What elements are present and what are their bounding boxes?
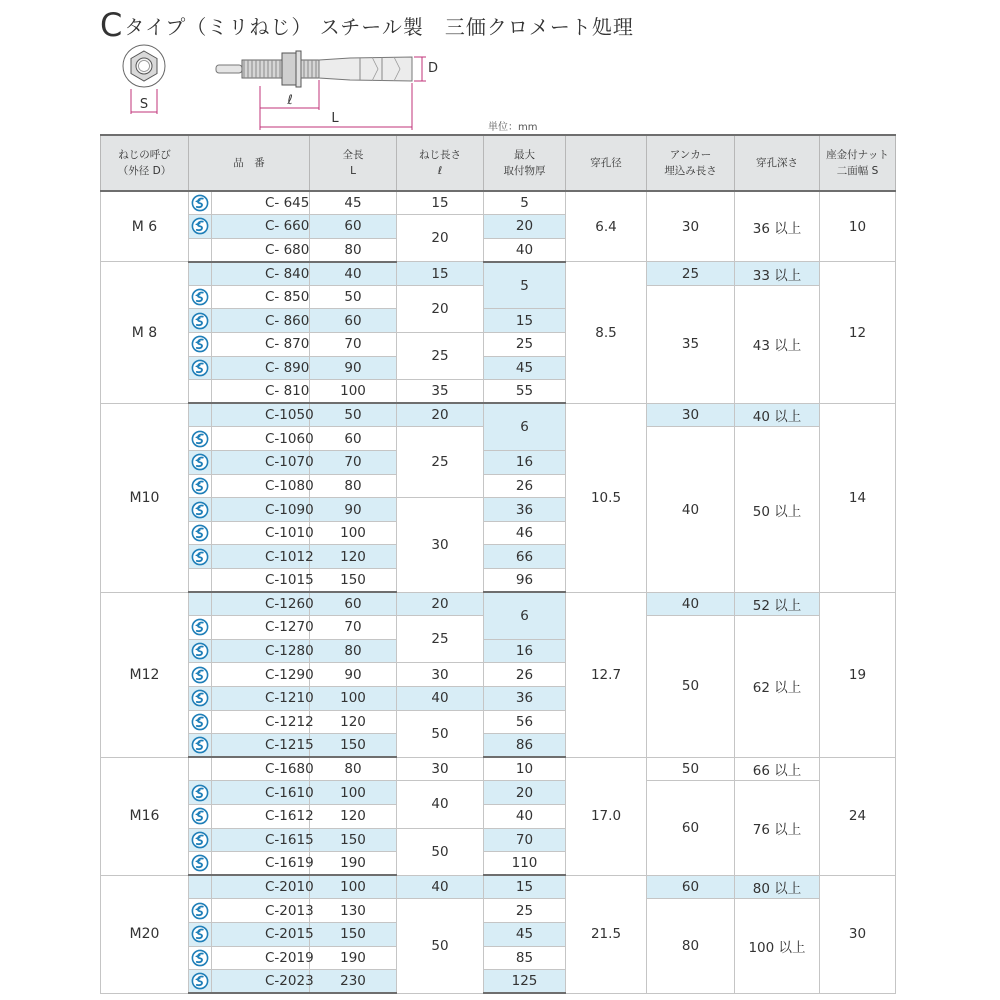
- icon-cell: [189, 498, 212, 522]
- header-nut-width: 座金付ナット 二面幅 S: [820, 135, 896, 191]
- stock-mark-svg: [191, 807, 209, 825]
- icon-cell: [189, 262, 212, 286]
- product-number: C-1070: [212, 451, 310, 475]
- drill-depth: 33 以上: [735, 262, 820, 286]
- hex-nut-front-view: [123, 45, 165, 87]
- icon-cell: [189, 639, 212, 663]
- total-length: 60: [310, 427, 397, 451]
- icon-cell: [189, 734, 212, 758]
- icon-cell: [189, 616, 212, 640]
- icon-cell: [189, 757, 212, 781]
- total-length: 45: [310, 191, 397, 215]
- total-length: 80: [310, 757, 397, 781]
- stock-mark-icon: [189, 666, 211, 684]
- thread-length: 20: [397, 403, 484, 427]
- max-thickness: 6: [484, 592, 566, 639]
- nut-width: 10: [820, 191, 896, 262]
- stock-mark-icon: [189, 902, 211, 920]
- total-length: 100: [310, 781, 397, 805]
- max-thickness: 66: [484, 545, 566, 569]
- product-number: C-1080: [212, 474, 310, 498]
- product-number: C-1210: [212, 686, 310, 710]
- thread-length: 20: [397, 592, 484, 616]
- size-cell: M12: [101, 592, 189, 757]
- total-length: 40: [310, 262, 397, 286]
- icon-cell: [189, 970, 212, 994]
- stock-mark-icon: [189, 335, 211, 353]
- total-length: 120: [310, 710, 397, 734]
- icon-cell: [189, 852, 212, 876]
- stock-mark-svg: [191, 713, 209, 731]
- max-thickness: 36: [484, 498, 566, 522]
- max-thickness: 5: [484, 191, 566, 215]
- total-length: 190: [310, 946, 397, 970]
- nut-width: 12: [820, 262, 896, 404]
- icon-cell: [189, 828, 212, 852]
- stock-mark-svg: [191, 831, 209, 849]
- title-letter: C: [100, 6, 123, 44]
- product-number: C-1015: [212, 569, 310, 593]
- max-thickness: 85: [484, 946, 566, 970]
- icon-cell: [189, 356, 212, 380]
- stock-mark-svg: [191, 972, 209, 990]
- max-thickness: 25: [484, 899, 566, 923]
- total-length: 70: [310, 333, 397, 357]
- icon-cell: [189, 545, 212, 569]
- icon-cell: [189, 238, 212, 262]
- icon-cell: [189, 451, 212, 475]
- stock-mark-icon: [189, 501, 211, 519]
- stock-mark-svg: [191, 453, 209, 471]
- product-number: C-1290: [212, 663, 310, 687]
- max-thickness: 56: [484, 710, 566, 734]
- stock-mark-icon: [189, 618, 211, 636]
- product-number: C-1215: [212, 734, 310, 758]
- icon-cell: [189, 946, 212, 970]
- header-max-thickness: 最大 取付物厚: [484, 135, 566, 191]
- stock-mark-icon: [189, 312, 211, 330]
- label-l-small: ℓ: [287, 93, 293, 108]
- product-number: C-1012: [212, 545, 310, 569]
- icon-cell: [189, 569, 212, 593]
- stock-mark-svg: [191, 359, 209, 377]
- unit-note: 単位：mm: [488, 122, 538, 133]
- product-number: C-1010: [212, 521, 310, 545]
- stock-mark-icon: [189, 217, 211, 235]
- thread-length: 15: [397, 191, 484, 215]
- stock-mark-icon: [189, 689, 211, 707]
- product-number: C- 840: [212, 262, 310, 286]
- stock-mark-icon: [189, 831, 211, 849]
- max-thickness: 45: [484, 356, 566, 380]
- max-thickness: 55: [484, 380, 566, 404]
- stock-mark-icon: [189, 642, 211, 660]
- stock-mark-icon: [189, 925, 211, 943]
- thread-length: 25: [397, 616, 484, 663]
- embed-length: 40: [647, 427, 735, 592]
- spec-table: [100, 134, 896, 994]
- thread-length: 50: [397, 899, 484, 993]
- total-length: 150: [310, 569, 397, 593]
- product-number: C-1060: [212, 427, 310, 451]
- drill-depth: 40 以上: [735, 403, 820, 427]
- drill-depth: 76 以上: [735, 781, 820, 875]
- icon-cell: [189, 427, 212, 451]
- stock-mark-svg: [191, 430, 209, 448]
- icon-cell: [189, 309, 212, 333]
- icon-cell: [189, 875, 212, 899]
- max-thickness: 16: [484, 639, 566, 663]
- max-thickness: 15: [484, 875, 566, 899]
- header-row: [101, 135, 896, 191]
- dimension-s: [131, 89, 157, 114]
- stock-mark-svg: [191, 642, 209, 660]
- stock-mark-svg: [191, 618, 209, 636]
- header-size: ねじの呼び （外径 D）: [101, 135, 189, 191]
- total-length: 70: [310, 451, 397, 475]
- embed-length: 80: [647, 899, 735, 993]
- product-number: C-1050: [212, 403, 310, 427]
- total-length: 50: [310, 403, 397, 427]
- product-number: C-1280: [212, 639, 310, 663]
- icon-cell: [189, 215, 212, 239]
- stock-mark-icon: [189, 548, 211, 566]
- page-title: [100, 6, 634, 44]
- embed-length: 30: [647, 191, 735, 262]
- thread-length: 50: [397, 710, 484, 757]
- product-number: C-2023: [212, 970, 310, 994]
- max-thickness: 125: [484, 970, 566, 994]
- embed-length: 30: [647, 403, 735, 427]
- product-number: C- 870: [212, 333, 310, 357]
- thread-length: 20: [397, 215, 484, 262]
- drill-diameter: 8.5: [566, 262, 647, 404]
- embed-length: 60: [647, 781, 735, 875]
- table-row: [101, 781, 896, 805]
- total-length: 100: [310, 875, 397, 899]
- product-number: C-1680: [212, 757, 310, 781]
- max-thickness: 20: [484, 781, 566, 805]
- drill-depth: 52 以上: [735, 592, 820, 616]
- total-length: 70: [310, 616, 397, 640]
- stock-mark-icon: [189, 430, 211, 448]
- table-row: [101, 757, 896, 781]
- table-row: [101, 899, 896, 923]
- drill-depth: 66 以上: [735, 757, 820, 781]
- total-length: 90: [310, 498, 397, 522]
- thread-length: 40: [397, 875, 484, 899]
- stock-mark-icon: [189, 784, 211, 802]
- stock-mark-icon: [189, 288, 211, 306]
- max-thickness: 5: [484, 262, 566, 309]
- icon-cell: [189, 686, 212, 710]
- total-length: 60: [310, 309, 397, 333]
- stock-mark-icon: [189, 972, 211, 990]
- thread-length: 30: [397, 757, 484, 781]
- total-length: 230: [310, 970, 397, 994]
- icon-cell: [189, 804, 212, 828]
- drill-depth: 80 以上: [735, 875, 820, 899]
- drill-depth: 43 以上: [735, 285, 820, 403]
- max-thickness: 96: [484, 569, 566, 593]
- product-number: C- 860: [212, 309, 310, 333]
- dimension-l: [260, 83, 412, 130]
- max-thickness: 15: [484, 309, 566, 333]
- stock-mark-svg: [191, 548, 209, 566]
- max-thickness: 10: [484, 757, 566, 781]
- icon-cell: [189, 922, 212, 946]
- max-thickness: 26: [484, 474, 566, 498]
- size-cell: M16: [101, 757, 189, 875]
- icon-cell: [189, 474, 212, 498]
- icon-cell: [189, 191, 212, 215]
- total-length: 150: [310, 828, 397, 852]
- header-drill-diameter: 穿孔径: [566, 135, 647, 191]
- total-length: 120: [310, 804, 397, 828]
- embed-length: 60: [647, 875, 735, 899]
- max-thickness: 86: [484, 734, 566, 758]
- table-row: [101, 875, 896, 899]
- max-thickness: 45: [484, 922, 566, 946]
- nut-width: 19: [820, 592, 896, 757]
- stock-mark-svg: [191, 925, 209, 943]
- label-l: L: [331, 111, 339, 126]
- stock-mark-svg: [191, 902, 209, 920]
- stock-mark-svg: [191, 312, 209, 330]
- product-number: C- 850: [212, 285, 310, 309]
- total-length: 150: [310, 734, 397, 758]
- max-thickness: 36: [484, 686, 566, 710]
- thread-length: 15: [397, 262, 484, 286]
- max-thickness: 40: [484, 238, 566, 262]
- thread-length: 35: [397, 380, 484, 404]
- stock-mark-icon: [189, 359, 211, 377]
- thread-length: 25: [397, 333, 484, 380]
- max-thickness: 16: [484, 451, 566, 475]
- product-number: C-1090: [212, 498, 310, 522]
- label-d: D: [428, 61, 439, 76]
- max-thickness: 70: [484, 828, 566, 852]
- total-length: 150: [310, 922, 397, 946]
- icon-cell: [189, 899, 212, 923]
- thread-length: 40: [397, 781, 484, 828]
- anchor-bolt-diagram: [120, 36, 439, 132]
- product-number: C-1615: [212, 828, 310, 852]
- thread-length: 25: [397, 427, 484, 498]
- stock-mark-svg: [191, 194, 209, 212]
- total-length: 100: [310, 686, 397, 710]
- table-row: [101, 592, 896, 616]
- product-number: C-1612: [212, 804, 310, 828]
- product-number: C-1260: [212, 592, 310, 616]
- stock-mark-svg: [191, 949, 209, 967]
- header-drill-depth: 穿孔深さ: [735, 135, 820, 191]
- stock-mark-svg: [191, 217, 209, 235]
- drill-diameter: 21.5: [566, 875, 647, 993]
- total-length: 80: [310, 639, 397, 663]
- stock-mark-icon: [189, 854, 211, 872]
- drill-diameter: 6.4: [566, 191, 647, 262]
- size-cell: M 6: [101, 191, 189, 262]
- product-number: C-1212: [212, 710, 310, 734]
- total-length: 90: [310, 356, 397, 380]
- icon-cell: [189, 781, 212, 805]
- embed-length: 40: [647, 592, 735, 616]
- drill-diameter: 12.7: [566, 592, 647, 757]
- drill-depth: 62 以上: [735, 616, 820, 758]
- max-thickness: 26: [484, 663, 566, 687]
- icon-cell: [189, 285, 212, 309]
- total-length: 50: [310, 285, 397, 309]
- header-embed-length: アンカー 埋込み長さ: [647, 135, 735, 191]
- drill-depth: 100 以上: [735, 899, 820, 993]
- total-length: 60: [310, 215, 397, 239]
- stock-mark-svg: [191, 501, 209, 519]
- max-thickness: 110: [484, 852, 566, 876]
- stock-mark-svg: [191, 477, 209, 495]
- icon-cell: [189, 333, 212, 357]
- total-length: 190: [310, 852, 397, 876]
- header-length: 全長 L: [310, 135, 397, 191]
- total-length: 80: [310, 474, 397, 498]
- stock-mark-icon: [189, 453, 211, 471]
- header-thread-length: ねじ長さ ℓ: [397, 135, 484, 191]
- label-s: S: [139, 97, 149, 112]
- product-number: C-2010: [212, 875, 310, 899]
- size-cell: M20: [101, 875, 189, 993]
- max-thickness: 46: [484, 521, 566, 545]
- max-thickness: 20: [484, 215, 566, 239]
- total-length: 100: [310, 521, 397, 545]
- drill-depth: 36 以上: [735, 191, 820, 262]
- product-number: C- 660: [212, 215, 310, 239]
- product-number: C-1619: [212, 852, 310, 876]
- product-number: C-1610: [212, 781, 310, 805]
- total-length: 130: [310, 899, 397, 923]
- stock-mark-svg: [191, 689, 209, 707]
- stock-mark-svg: [191, 335, 209, 353]
- product-number: C- 890: [212, 356, 310, 380]
- stock-mark-icon: [189, 477, 211, 495]
- drill-depth: 50 以上: [735, 427, 820, 592]
- drill-diameter: 17.0: [566, 757, 647, 875]
- title-text: タイプ（ミリねじ） スチール製 三価クロメート処理: [124, 15, 634, 39]
- nut-width: 14: [820, 403, 896, 592]
- embed-length: 50: [647, 757, 735, 781]
- max-thickness: 40: [484, 804, 566, 828]
- header-product: 品 番: [189, 135, 310, 191]
- embed-length: 35: [647, 285, 735, 403]
- anchor-bolt-side-view: [216, 51, 412, 87]
- stock-mark-svg: [191, 524, 209, 542]
- size-cell: M 8: [101, 262, 189, 404]
- total-length: 60: [310, 592, 397, 616]
- thread-length: 40: [397, 686, 484, 710]
- product-number: C-2019: [212, 946, 310, 970]
- total-length: 120: [310, 545, 397, 569]
- thread-length: 30: [397, 498, 484, 592]
- table-row: [101, 262, 896, 286]
- stock-mark-icon: [189, 194, 211, 212]
- dimension-d: [414, 57, 438, 81]
- thread-length: 30: [397, 663, 484, 687]
- stock-mark-icon: [189, 736, 211, 754]
- icon-cell: [189, 710, 212, 734]
- product-number: C-2015: [212, 922, 310, 946]
- total-length: 100: [310, 380, 397, 404]
- max-thickness: 25: [484, 333, 566, 357]
- stock-mark-icon: [189, 524, 211, 542]
- spec-table-body: [101, 191, 896, 993]
- stock-mark-svg: [191, 288, 209, 306]
- embed-length: 50: [647, 616, 735, 758]
- product-number: C- 810: [212, 380, 310, 404]
- icon-cell: [189, 663, 212, 687]
- stock-mark-svg: [191, 784, 209, 802]
- table-row: [101, 191, 896, 215]
- product-number: C- 645: [212, 191, 310, 215]
- max-thickness: 6: [484, 403, 566, 450]
- nut-width: 24: [820, 757, 896, 875]
- total-length: 90: [310, 663, 397, 687]
- nut-width: 30: [820, 875, 896, 993]
- thread-length: 50: [397, 828, 484, 875]
- product-number: C- 680: [212, 238, 310, 262]
- table-row: [101, 403, 896, 427]
- total-length: 80: [310, 238, 397, 262]
- stock-mark-icon: [189, 949, 211, 967]
- stock-mark-icon: [189, 807, 211, 825]
- stock-mark-svg: [191, 854, 209, 872]
- icon-cell: [189, 380, 212, 404]
- size-cell: M10: [101, 403, 189, 592]
- icon-cell: [189, 403, 212, 427]
- icon-cell: [189, 521, 212, 545]
- drill-diameter: 10.5: [566, 403, 647, 592]
- product-number: C-1270: [212, 616, 310, 640]
- embed-length: 25: [647, 262, 735, 286]
- thread-length: 20: [397, 285, 484, 332]
- stock-mark-icon: [189, 713, 211, 731]
- stock-mark-svg: [191, 666, 209, 684]
- icon-cell: [189, 592, 212, 616]
- product-number: C-2013: [212, 899, 310, 923]
- stock-mark-svg: [191, 736, 209, 754]
